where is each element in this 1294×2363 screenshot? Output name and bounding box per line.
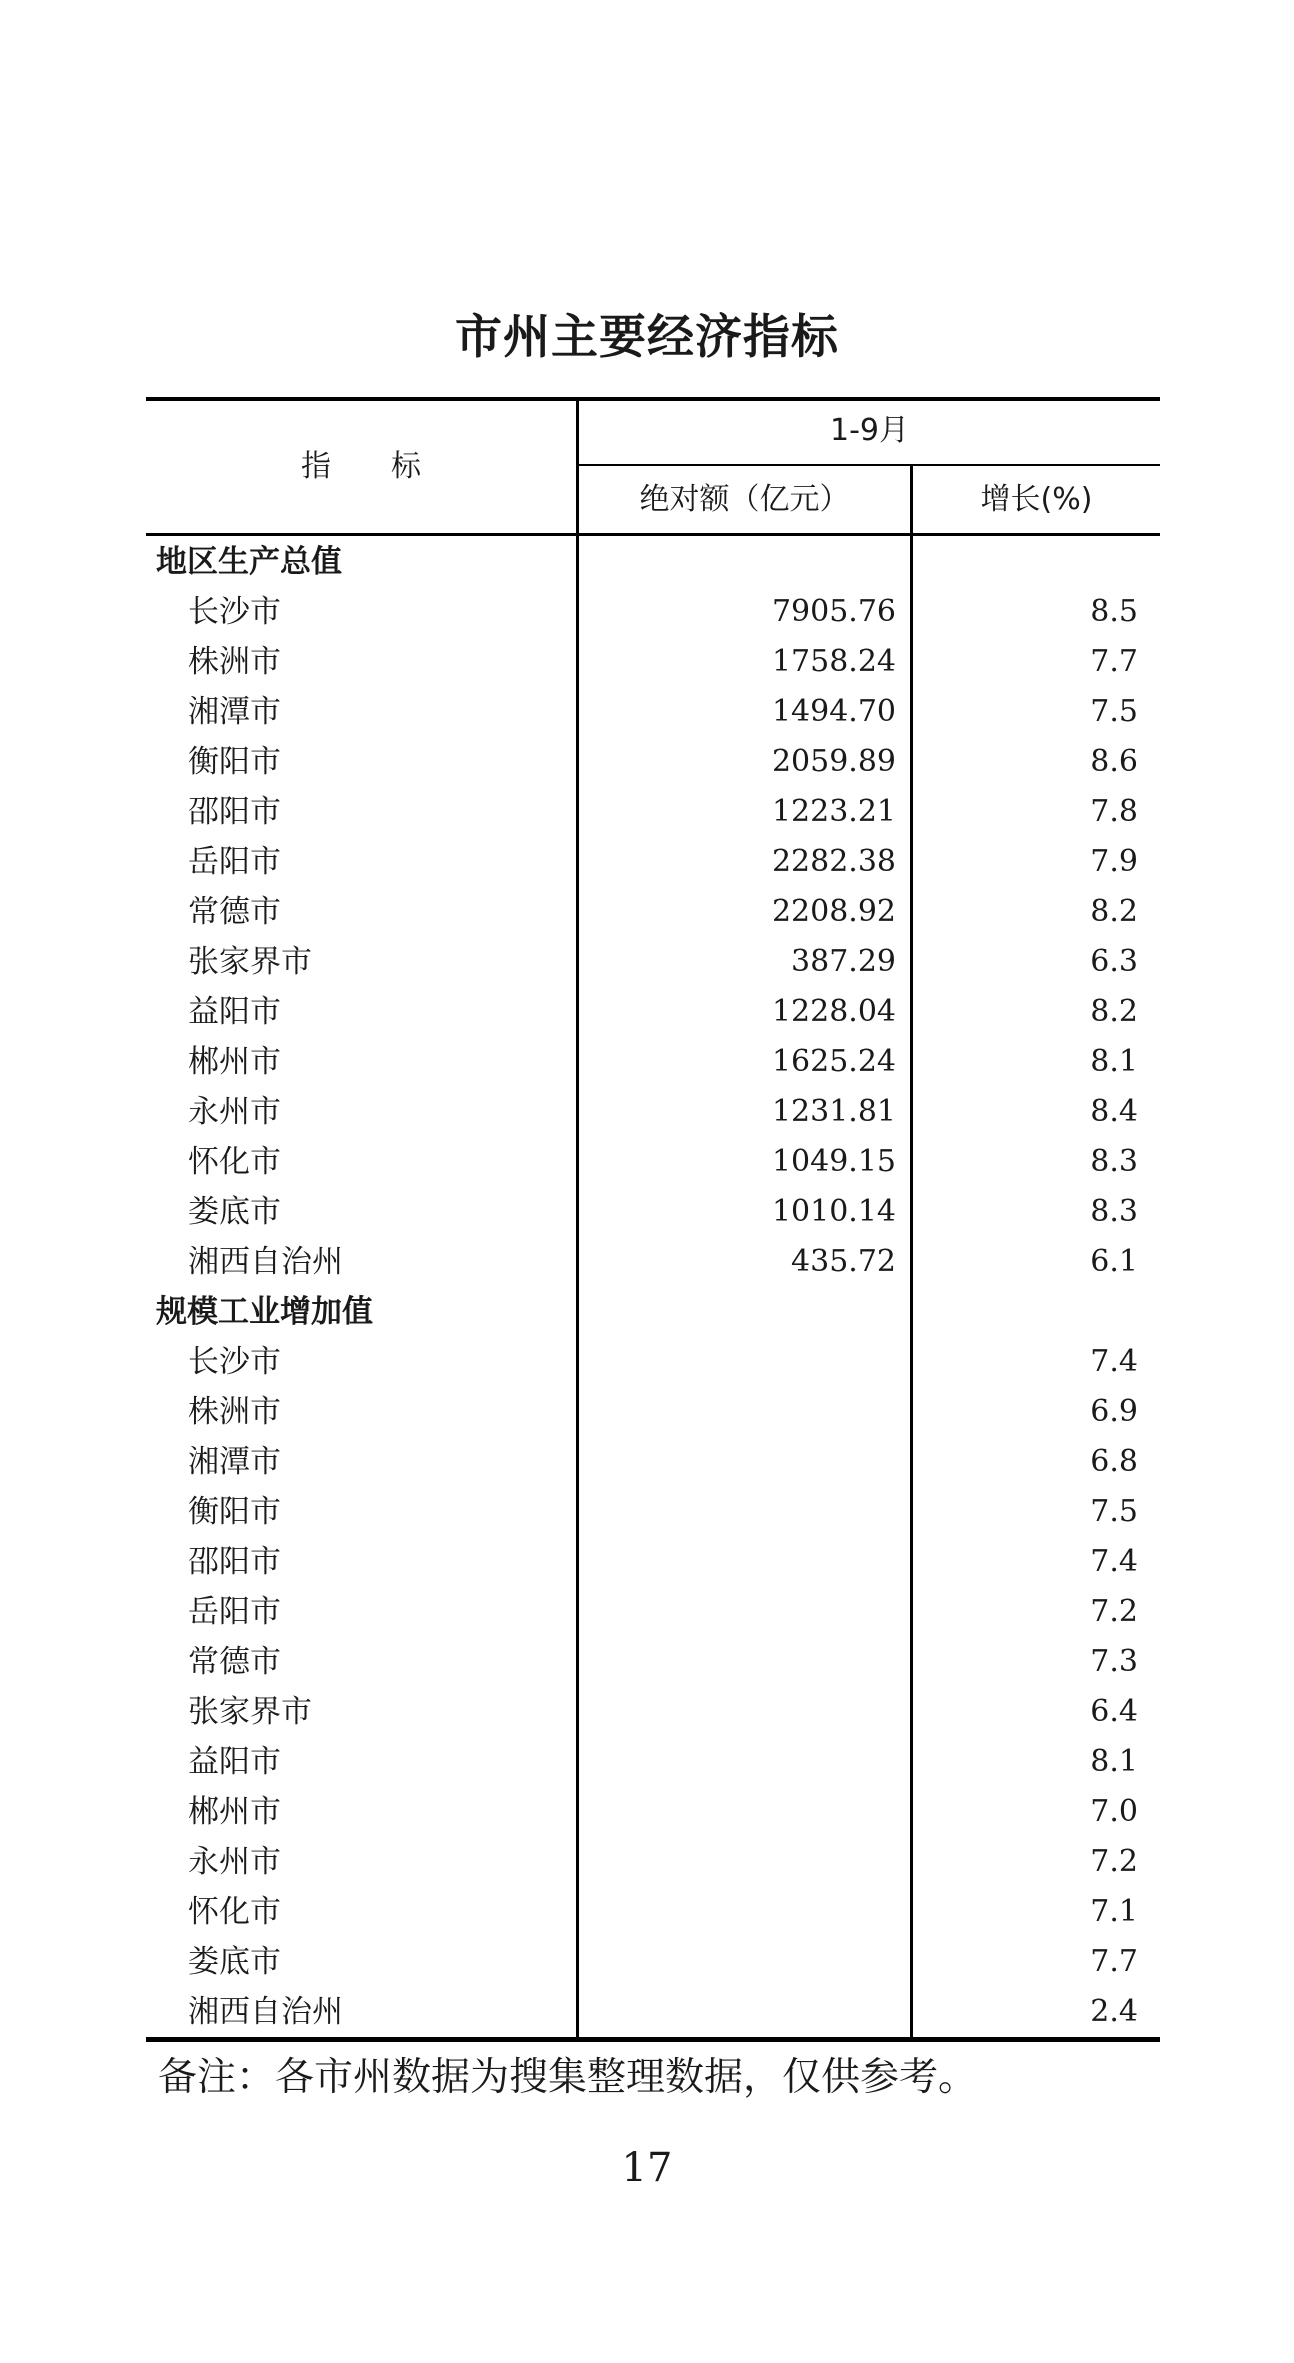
city-name: 衡阳市 xyxy=(188,1494,281,1530)
absolute-value: 1494.70 xyxy=(771,694,896,729)
growth-rate: 8.3 xyxy=(1090,1194,1138,1229)
table-row xyxy=(146,937,1160,987)
table-row xyxy=(146,1387,1160,1437)
city-name: 衡阳市 xyxy=(188,744,281,780)
section-title: 规模工业增加值 xyxy=(156,1294,373,1330)
table-row xyxy=(146,1937,1160,1987)
section-row xyxy=(146,537,1160,587)
city-name: 湘西自治州 xyxy=(188,1994,343,2030)
city-name: 长沙市 xyxy=(188,594,281,630)
city-name: 娄底市 xyxy=(188,1944,281,1980)
city-name: 永州市 xyxy=(188,1094,281,1130)
table-row xyxy=(146,887,1160,937)
page-number: 17 xyxy=(621,2145,673,2191)
city-name: 岳阳市 xyxy=(188,1594,281,1630)
absolute-value: 1049.15 xyxy=(771,1144,896,1179)
header-value-column: 绝对额（亿元） xyxy=(639,482,850,517)
table-row xyxy=(146,687,1160,737)
growth-rate: 6.4 xyxy=(1090,1694,1138,1729)
top-rule xyxy=(146,397,1160,401)
growth-rate: 2.4 xyxy=(1090,1994,1138,2029)
growth-rate: 7.2 xyxy=(1090,1594,1138,1629)
table-row xyxy=(146,1837,1160,1887)
table-row xyxy=(146,587,1160,637)
growth-rate: 8.6 xyxy=(1090,744,1138,779)
table-row xyxy=(146,787,1160,837)
growth-rate: 6.1 xyxy=(1090,1244,1138,1279)
section-title: 地区生产总值 xyxy=(156,544,342,580)
city-name: 常德市 xyxy=(188,894,281,930)
growth-rate: 6.9 xyxy=(1090,1394,1138,1429)
absolute-value: 1228.04 xyxy=(771,994,896,1029)
absolute-value: 435.72 xyxy=(791,1244,896,1279)
absolute-value: 1758.24 xyxy=(771,644,896,679)
absolute-value: 387.29 xyxy=(791,944,896,979)
section-row xyxy=(146,1287,1160,1337)
city-name: 娄底市 xyxy=(188,1194,281,1230)
city-name: 张家界市 xyxy=(188,944,312,980)
absolute-value: 1231.81 xyxy=(771,1094,896,1129)
growth-rate: 6.8 xyxy=(1090,1444,1138,1479)
table-row xyxy=(146,1737,1160,1787)
table-row xyxy=(146,1187,1160,1237)
header-mid-rule xyxy=(577,464,1160,466)
city-name: 株洲市 xyxy=(188,644,281,680)
growth-rate: 7.5 xyxy=(1090,694,1138,729)
growth-rate: 8.5 xyxy=(1090,594,1138,629)
table-row xyxy=(146,1437,1160,1487)
city-name: 岳阳市 xyxy=(188,844,281,880)
growth-rate: 8.2 xyxy=(1090,994,1138,1029)
table-row xyxy=(146,1137,1160,1187)
city-name: 郴州市 xyxy=(188,1794,281,1830)
bottom-rule xyxy=(146,2037,1160,2042)
city-name: 邵阳市 xyxy=(188,794,281,830)
table-row xyxy=(146,1537,1160,1587)
table-row xyxy=(146,1687,1160,1737)
table-row xyxy=(146,1087,1160,1137)
header-growth-column: 增长(%) xyxy=(980,482,1093,517)
city-name: 常德市 xyxy=(188,1644,281,1680)
city-name: 永州市 xyxy=(188,1844,281,1880)
growth-rate: 7.1 xyxy=(1090,1894,1138,1929)
table-row xyxy=(146,1887,1160,1937)
growth-rate: 6.3 xyxy=(1090,944,1138,979)
growth-rate: 7.3 xyxy=(1090,1644,1138,1679)
growth-rate: 7.7 xyxy=(1090,1944,1138,1979)
table-row xyxy=(146,637,1160,687)
header-indicator: 指 标 xyxy=(301,449,421,484)
header-period: 1-9月 xyxy=(830,413,909,448)
city-name: 邵阳市 xyxy=(188,1544,281,1580)
growth-rate: 7.8 xyxy=(1090,794,1138,829)
absolute-value: 1625.24 xyxy=(771,1044,896,1079)
growth-rate: 7.4 xyxy=(1090,1344,1138,1379)
table-row xyxy=(146,1587,1160,1637)
city-name: 湘潭市 xyxy=(188,694,281,730)
growth-rate: 7.7 xyxy=(1090,644,1138,679)
table-row xyxy=(146,1637,1160,1687)
growth-rate: 8.4 xyxy=(1090,1094,1138,1129)
table-row xyxy=(146,1037,1160,1087)
table-row xyxy=(146,737,1160,787)
city-name: 益阳市 xyxy=(188,1744,281,1780)
absolute-value: 2059.89 xyxy=(771,744,896,779)
city-name: 郴州市 xyxy=(188,1044,281,1080)
city-name: 张家界市 xyxy=(188,1694,312,1730)
table-row xyxy=(146,1787,1160,1837)
absolute-value: 2208.92 xyxy=(771,894,896,929)
absolute-value: 1223.21 xyxy=(771,794,896,829)
city-name: 长沙市 xyxy=(188,1344,281,1380)
city-name: 湘潭市 xyxy=(188,1444,281,1480)
table-row xyxy=(146,837,1160,887)
growth-rate: 8.2 xyxy=(1090,894,1138,929)
table-row xyxy=(146,1487,1160,1537)
city-name: 怀化市 xyxy=(188,1894,281,1930)
city-name: 株洲市 xyxy=(188,1394,281,1430)
growth-rate: 7.0 xyxy=(1090,1794,1138,1829)
growth-rate: 7.4 xyxy=(1090,1544,1138,1579)
absolute-value: 2282.38 xyxy=(771,844,896,879)
table-row xyxy=(146,1337,1160,1387)
table-row xyxy=(146,987,1160,1037)
growth-rate: 8.1 xyxy=(1090,1744,1138,1779)
city-name: 怀化市 xyxy=(188,1144,281,1180)
table-row xyxy=(146,1237,1160,1287)
absolute-value: 1010.14 xyxy=(771,1194,896,1229)
header-bottom-rule xyxy=(146,533,1160,536)
growth-rate: 8.1 xyxy=(1090,1044,1138,1079)
growth-rate: 8.3 xyxy=(1090,1144,1138,1179)
absolute-value: 7905.76 xyxy=(771,594,896,629)
table-row xyxy=(146,1987,1160,2037)
city-name: 益阳市 xyxy=(188,994,281,1030)
footnote: 备注：各市州数据为搜集整理数据，仅供参考。 xyxy=(158,2055,978,2100)
table-title: 市州主要经济指标 xyxy=(455,310,839,365)
growth-rate: 7.9 xyxy=(1090,844,1138,879)
growth-rate: 7.2 xyxy=(1090,1844,1138,1879)
growth-rate: 7.5 xyxy=(1090,1494,1138,1529)
city-name: 湘西自治州 xyxy=(188,1244,343,1280)
